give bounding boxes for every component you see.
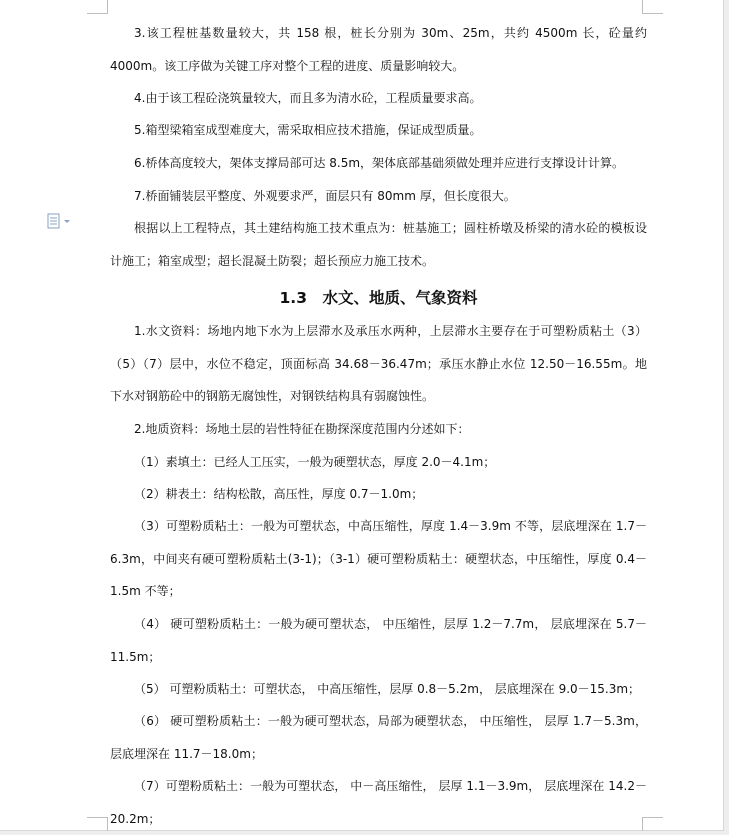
paragraph-handle-icon[interactable]	[44, 212, 76, 230]
paragraph-item-5: 5.箱型梁箱室成型难度大，需采取相应技术措施，保证成型质量。	[134, 123, 482, 137]
summary-paragraph: 根据以上工程特点，其土建结构施工技术重点为：桩基施工；圆柱桥墩及桥梁的清水砼的模板设计施工；箱室成型；超长混凝土防裂；超长预应力施工技术。	[110, 221, 647, 268]
section-heading: 1.3 水文、地质、气象资料	[279, 289, 478, 307]
geology-intro: 2.地质资料：场地土层的岩性特征在勘探深度范围内分述如下：	[134, 422, 470, 436]
paragraph-item-3: 3.该工程桩基数量较大，共 158 根，桩长分别为 30m、25m，共约 4500m 长，砼量约 4000m。该工序做为关键工序对整个工程的进度、质量影响较大。	[110, 26, 647, 73]
layer-item-2: （2）耕表土：结构松散，高压性，厚度 0.7－1.0m；	[134, 487, 424, 501]
layer-item-3: （3）可塑粉质粘土：一般为可塑状态，中高压缩性，厚度 1.4－3.9m 不等，层底埋深在 1.7－6.3m，中间夹有硬可塑粉质粘土(3-1)；（3-1）硬可塑粉质粘土：硬塑状态，中压缩性，厚度 0.4－1.5m 不等；	[110, 519, 647, 599]
page-corner-mark	[642, 0, 663, 14]
paragraph-item-7: 7.桥面铺装层平整度、外观要求严，面层只有 80mm 厚，但长度很大。	[134, 189, 516, 203]
layer-item-5: （5） 可塑粉质粘土：可塑状态， 中高压缩性，层厚 0.8－5.2m， 层底埋深在 9.0－15.3m；	[134, 682, 641, 696]
layer-item-7: （7）可塑粉质粘土：一般为可塑状态， 中－高压缩性， 层厚 1.1－3.9m， 层底埋深在 14.2－20.2m；	[110, 779, 647, 826]
page-corner-mark	[87, 817, 108, 831]
hydrology-paragraph: 1.水文资料：场地内地下水为上层滞水及承压水两种，上层滞水主要存在于可塑粉质粘土（3）（5）（7）层中，水位不稳定，顶面标高 34.68－36.47m；承压水静止水位 12.50－16.55m。地下水对钢筋砼中的钢筋无腐蚀性，对钢铁结构具有弱腐蚀性。	[110, 324, 647, 404]
page-corner-mark	[87, 0, 108, 14]
paragraph-item-4: 4.由于该工程砼浇筑量较大，而且多为清水砼，工程质量要求高。	[134, 91, 482, 105]
layer-item-6: （6） 硬可塑粉质粘土：一般为硬可塑状态，局部为硬塑状态， 中压缩性， 层厚 1.7－5.3m，层底埋深在 11.7－18.0m；	[110, 714, 647, 761]
layer-item-1: （1）素填土：已经人工压实，一般为硬塑状态，厚度 2.0－4.1m；	[134, 455, 496, 469]
layer-item-4: （4） 硬可塑粉质粘土：一般为硬可塑状态， 中压缩性，层厚 1.2－7.7m， 层底埋深在 5.7－11.5m；	[110, 617, 647, 664]
paragraph-item-6: 6.桥体高度较大，架体支撑局部可达 8.5m，架体底部基础须做处理并应进行支撑设计计算。	[134, 156, 625, 170]
